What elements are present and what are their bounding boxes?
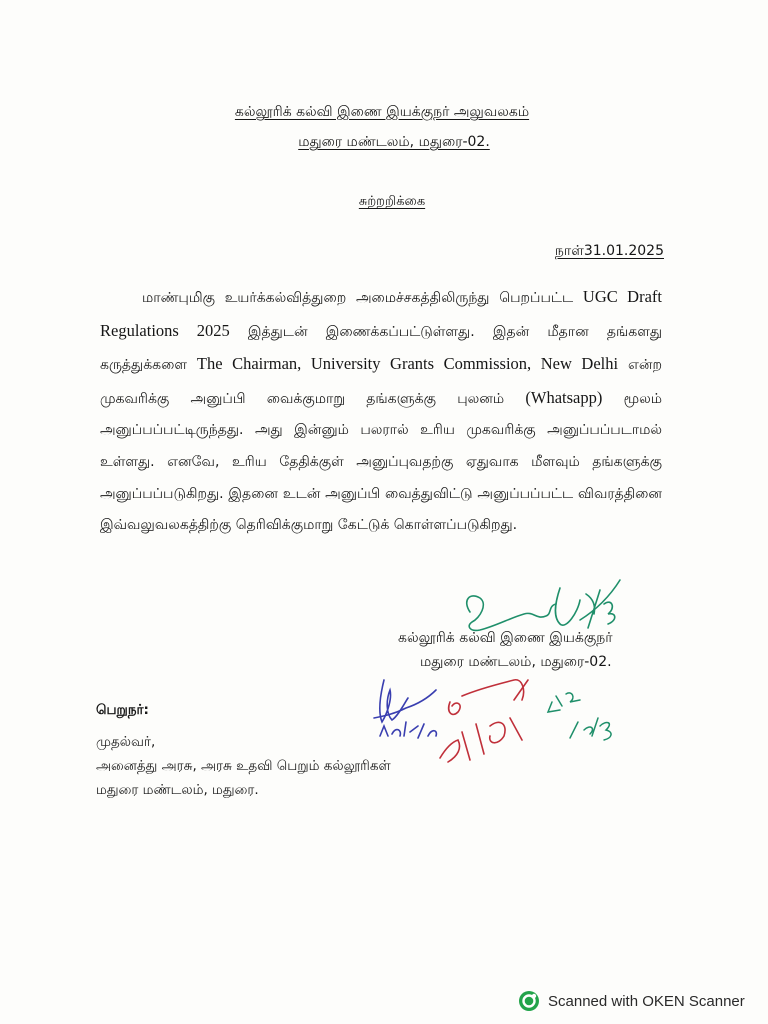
recipient-line-1: முதல்வர், [96, 734, 156, 750]
signatory-title: கல்லூரிக் கல்வி இணை இயக்குநர் [398, 630, 613, 646]
body-text-1: மாண்புமிகு உயர்க்கல்வித்துறை அமைச்சகத்திலிருந்து பெறப்பட்ட [142, 290, 583, 306]
recipient-line-2: அனைத்து அரசு, அரசு உதவி பெறும் கல்லூரிகள் [96, 758, 391, 774]
office-header: கல்லூரிக் கல்வி இணை இயக்குநர் அலுவலகம் [234, 104, 530, 120]
region-header: மதுரை மண்டலம், மதுரை-02. [298, 134, 490, 150]
signatory-block [398, 626, 668, 674]
recipient-line-3: மதுரை மண்டலம், மதுரை. [96, 782, 259, 798]
oken-scanner-logo-icon [518, 990, 540, 1012]
signatory-office: மதுரை மண்டலம், மதுரை-02. [420, 654, 612, 670]
body-text-4: மூலம் அனுப்பப்பட்டிருந்தது. அது இன்னும் பலரால் உரிய முகவரிக்கு அனுப்பப்படாமல் உள்ளது. எனவே, உரிய தேதிக்குள் அனுப்புவதற்கு ஏதுவாக மீளவும் தங்களுக்கு அனுப்பப்படுகிறது. இதனை உடன் அனுப்பி வைத்துவிட்டு அனுப்பப்பட்ட விவரத்தினை இவ்வலுவலகத்திற்கு தெரிவிக்குமாறு கேட்டுக் கொள்ளப்படுகிறது. [100, 390, 663, 534]
recipients-label: பெறுநர்: [96, 702, 149, 718]
circular-body [100, 281, 662, 542]
body-english-3: (Whatsapp) [525, 387, 603, 407]
date-line [555, 243, 664, 261]
circular-title: சுற்றறிக்கை [358, 194, 426, 209]
signature-green-top [467, 580, 620, 630]
signature-green-bottom [548, 693, 611, 740]
date-label: நாள் [554, 243, 584, 259]
body-english-2: The Chairman, University Grants Commission, New Delhi [196, 354, 619, 374]
recipients-block [96, 698, 516, 802]
scanner-text: Scanned with OKEN Scanner [548, 992, 745, 1010]
scanner-watermark [518, 988, 745, 1014]
body-english-1: UGC Draft Regulations 2025 [100, 287, 662, 340]
date-value: 31.01.2025 [583, 243, 664, 259]
body-text-2: இத்துடன் இணைக்கப்பட்டுள்ளது. இதன் மீதான தங்களது கருத்துக்களை [100, 323, 663, 374]
body-text-3: என்ற முகவரிக்கு அனுப்பி வைக்குமாறு தங்களுக்கு புலனம் [100, 357, 662, 407]
